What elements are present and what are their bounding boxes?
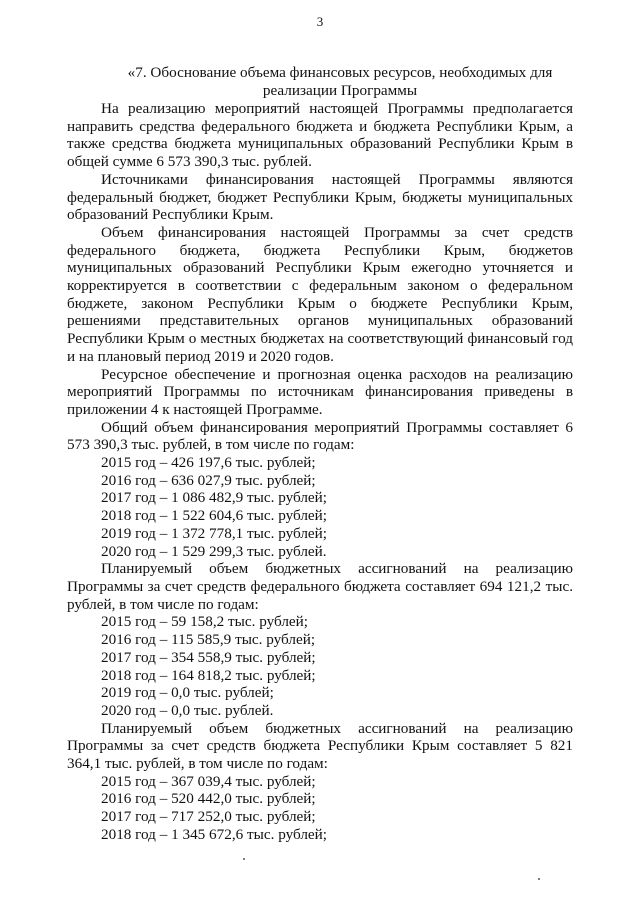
scan-speck xyxy=(538,878,540,880)
paragraph-resource-provision: Ресурсное обеспечение и прогнозная оценка расходов на реализацию мероприятий Программы по источникам финансирования приведены в приложении 4 к настоящей Программе. xyxy=(67,365,573,418)
year-line: 2015 год – 367 039,4 тыс. рублей; xyxy=(101,772,316,790)
paragraph-crimea-funding: Планируемый объем бюджетных ассигнований на реализацию Программы за счет средств бюджета Республики Крым составляет 5 821 364,1 тыс. рублей, в том числе по годам: xyxy=(67,719,573,773)
year-line: 2018 год – 1 345 672,6 тыс. рублей; xyxy=(101,825,328,843)
year-line: 2015 год – 59 158,2 тыс. рублей; xyxy=(101,613,309,631)
year-line: 2016 год – 636 027,9 тыс. рублей; xyxy=(101,471,316,489)
year-line: 2016 год – 520 442,0 тыс. рублей; xyxy=(101,790,316,808)
year-line: 2019 год – 1 372 778,1 тыс. рублей; xyxy=(101,524,328,542)
crimea-by-year-list xyxy=(67,773,573,844)
year-line: 2018 год – 164 818,2 тыс. рублей; xyxy=(101,666,316,684)
paragraph-total-funding: Общий объем финансирования мероприятий Программы составляет 6 573 390,3 тыс. рублей, в том числе по годам: xyxy=(67,418,573,454)
year-line: 2016 год – 115 585,9 тыс. рублей; xyxy=(101,631,316,649)
total-by-year-list xyxy=(67,454,573,560)
paragraph-funding-sources: Источниками финансирования настоящей Программы являются федеральный бюджет, бюджет Республики Крым, бюджеты муниципальных образований Республики Крым. xyxy=(67,170,573,224)
year-line: 2020 год – 0,0 тыс. рублей. xyxy=(101,701,274,719)
year-line: 2017 год – 1 086 482,9 тыс. рублей; xyxy=(101,489,328,507)
year-line: 2017 год – 354 558,9 тыс. рублей; xyxy=(101,648,316,666)
paragraph-funding-adjustment: Объем финансирования настоящей Программы за счет средств федерального бюджета, бюджета Республики Крым, бюджетов муниципальных образований Республики Крым ежегодно уточняется и корректируется в соответствии с федеральным законом о федеральном бюджете, законом Республики Крым о бюджете Республики Крым, решениями представительных органов муниципальных образований Республики Крым о местных бюджетах на соответствующий финансовый год и на плановый период 2019 и 2020 годов. xyxy=(67,223,573,365)
scan-speck xyxy=(243,858,245,860)
year-line: 2015 год – 426 197,6 тыс. рублей; xyxy=(101,454,316,472)
section-heading: «7. Обоснование объема финансовых ресурсов, необходимых для реализации Программы xyxy=(127,64,553,99)
paragraph-federal-funding: Планируемый объем бюджетных ассигнований на реализацию Программы за счет средств федерального бюджета составляет 694 121,2 тыс. рублей, в том числе по годам: xyxy=(67,560,573,613)
document-body xyxy=(67,100,573,844)
year-line: 2017 год – 717 252,0 тыс. рублей; xyxy=(101,808,316,826)
federal-by-year-list xyxy=(67,613,573,719)
page-number: 3 xyxy=(316,14,324,29)
year-line: 2018 год – 1 522 604,6 тыс. рублей; xyxy=(101,507,328,525)
year-line: 2019 год – 0,0 тыс. рублей; xyxy=(101,684,274,702)
year-line: 2020 год – 1 529 299,3 тыс. рублей. xyxy=(101,542,327,560)
paragraph-funding-purpose: На реализацию мероприятий настоящей Программы предполагается направить средства федерального бюджета и бюджета Республики Крым, а также средства бюджета муниципальных образований Республики Крым в общей сумме 6 573 390,3 тыс. рублей. xyxy=(67,100,573,171)
